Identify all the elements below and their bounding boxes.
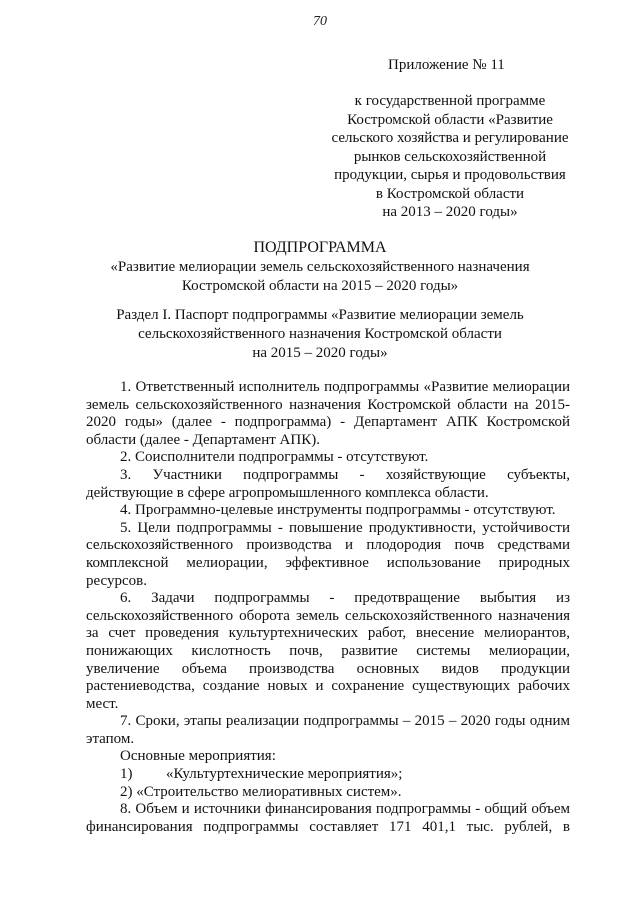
appendix-heading: Приложение № 11 <box>388 57 505 73</box>
appendix-line: продукции, сырья и продовольствия <box>334 167 566 183</box>
section-heading-line: Раздел I. Паспорт подпрограммы «Развитие мелиорации земель <box>116 307 524 323</box>
main-event-item <box>86 766 570 784</box>
subprogram-name-line: «Развитие мелиорации земель сельскохозяйственного назначения <box>110 259 530 275</box>
main-event-number: 1) <box>120 766 133 783</box>
section-heading <box>60 306 580 363</box>
appendix-reference <box>320 92 580 222</box>
subprogram-name-line: Костромской области на 2015 – 2020 годы» <box>181 278 459 294</box>
paragraph-tasks: 6. Задачи подпрограммы - предотвращение выбытия из сельскохозяйственного оборота земель сельскохозяйственного назначения за счет проведения культуртехнических работ, внесение мелиорантов, понижающих кислотность почв, развитие системы мелиорации, увеличение объема производства основных видов продукции растениеводства, создание новых и сохранение существующих рабочих мест. <box>86 590 570 712</box>
page-number: 70 <box>313 14 327 29</box>
section-heading-line: сельскохозяйственного назначения Костромской области <box>138 326 502 342</box>
subprogram-title: ПОДПРОГРАММА <box>253 239 387 256</box>
appendix-line: к государственной программе <box>354 93 546 109</box>
passport-body <box>86 379 570 836</box>
paragraph-instruments: 4. Программно-целевые инструменты подпрограммы - отсутствуют. <box>120 502 556 519</box>
paragraph-financing: 8. Объем и источники финансирования подпрограммы - общий объем финансирования подпрограммы составляет 171 401,1 тыс. рублей, в <box>86 801 570 835</box>
paragraph-participants: 3. Участники подпрограммы - хозяйствующие субъекты, действующие в сфере агропромышленного комплекса области. <box>86 466 570 501</box>
appendix-line: на 2013 – 2020 годы» <box>382 204 518 220</box>
section-heading-line: на 2015 – 2020 годы» <box>252 345 388 361</box>
main-events-label: Основные мероприятия: <box>120 748 276 765</box>
main-event-item: 2) «Строительство мелиоративных систем». <box>120 783 402 800</box>
appendix-line: сельского хозяйства и регулирование <box>331 130 569 146</box>
paragraph-co-executors: 2. Соисполнители подпрограммы - отсутствуют. <box>120 449 429 466</box>
paragraph-goals: 5. Цели подпрограммы - повышение продуктивности, устойчивости сельскохозяйственного производства и плодородия почв средствами комплексной мелиорации, эффективное использование природных ресурсов. <box>86 519 570 589</box>
paragraph-responsible-executor: 1. Ответственный исполнитель подпрограммы «Развитие мелиорации земель сельскохозяйственного назначения Костромской области на 2015-2020 годы» (далее - подпрограмма) - Департамент АПК Костромской области (далее - Департамент АПК). <box>86 379 570 448</box>
paragraph-terms: 7. Сроки, этапы реализации подпрограммы – 2015 – 2020 годы одним этапом. <box>86 713 570 747</box>
subprogram-header <box>60 238 580 296</box>
main-event-text: «Культуртехнические мероприятия»; <box>166 766 403 783</box>
appendix-line: в Костромской области <box>375 185 525 202</box>
appendix-line: рынков сельскохозяйственной <box>353 148 547 165</box>
appendix-line: Костромской области «Развитие <box>347 111 553 128</box>
